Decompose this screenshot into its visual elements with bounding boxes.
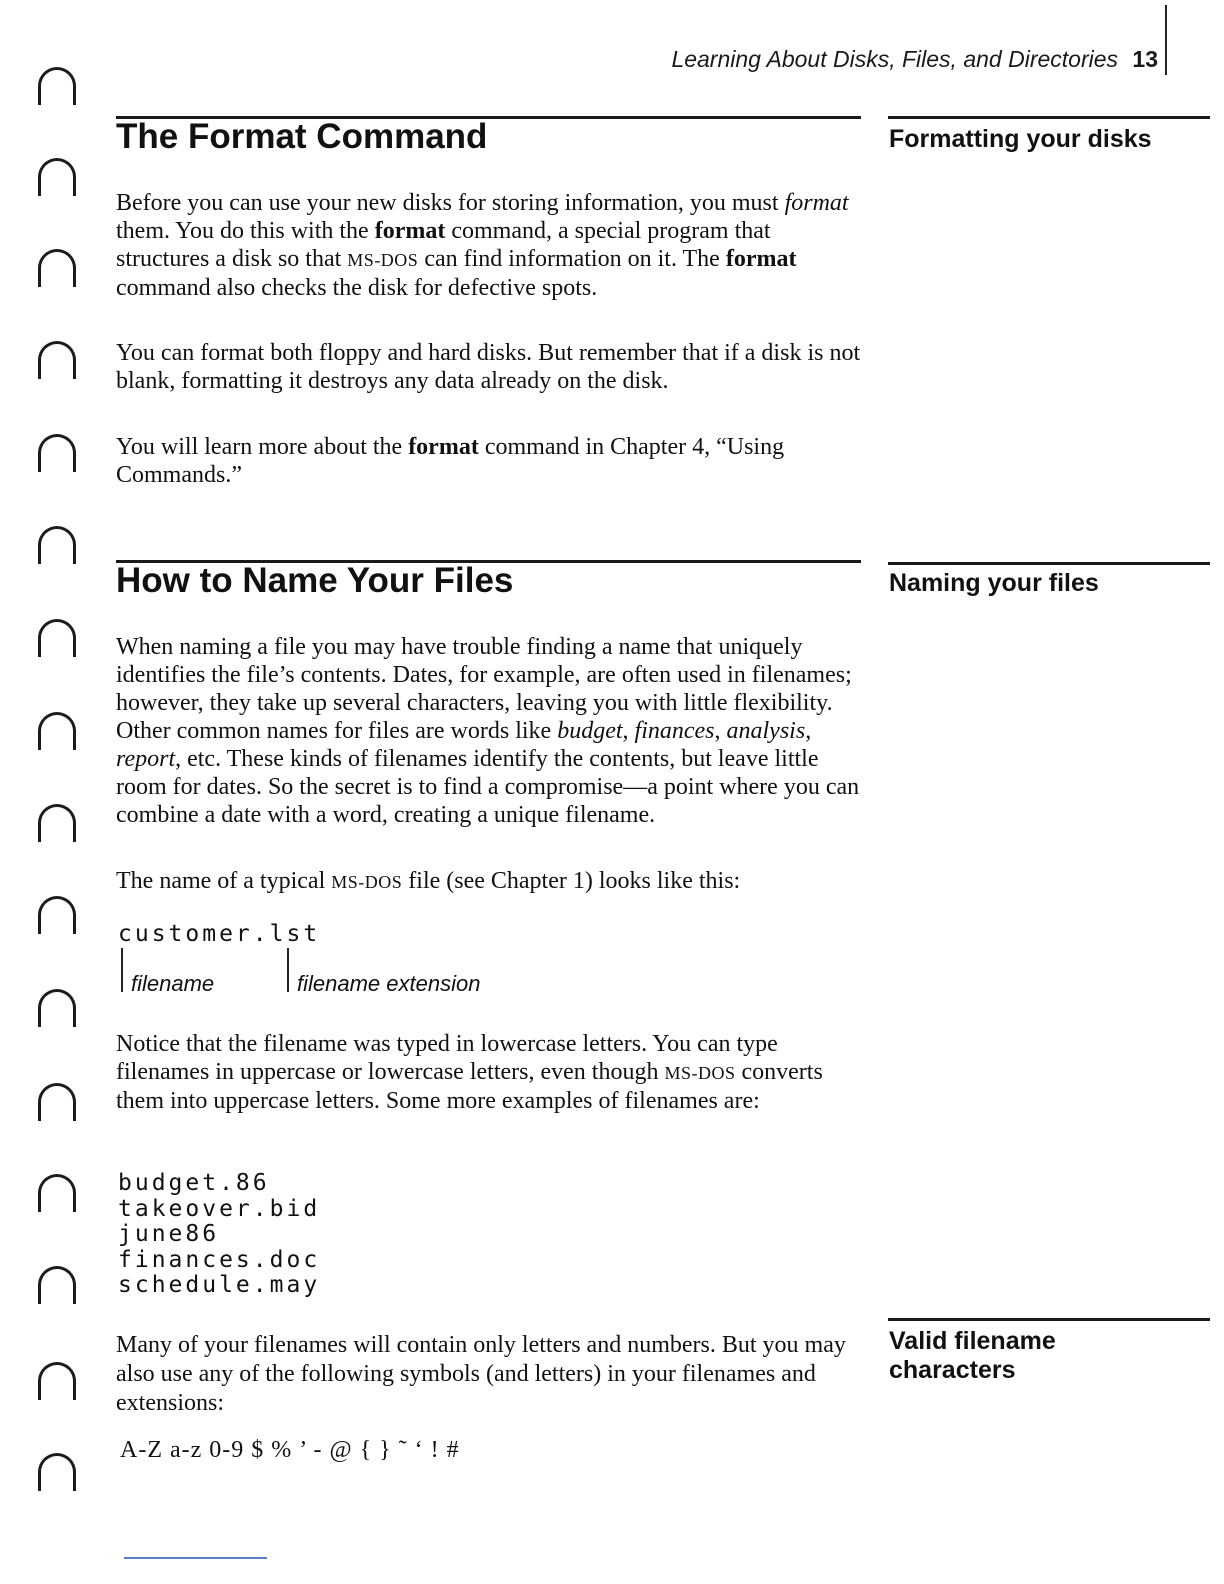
format-paragraph-1: Before you can use your new disks for storing information, you must format them. You do this with the format command, a special program that structures a disk so that MS-DOS can find information on it. The format command also checks the disk for defective spots.	[116, 190, 849, 301]
margin-rule	[888, 1318, 1210, 1321]
binder-hole-icon	[38, 619, 76, 657]
extension-pointer	[287, 948, 289, 992]
running-header	[671, 46, 1158, 73]
binder-hole-icon	[38, 1174, 76, 1212]
binder-hole-icon	[38, 67, 76, 105]
binder-hole-icon	[38, 989, 76, 1027]
names-paragraph-2: The name of a typical MS-DOS file (see Chapter 1) looks like this:	[116, 868, 741, 894]
extension-label: filename extension	[297, 971, 481, 996]
list-item: june86	[118, 1221, 220, 1247]
binder-hole-icon	[38, 712, 76, 750]
section-title-format: The Format Command	[116, 117, 488, 156]
list-item: budget.86	[118, 1170, 270, 1196]
filename-examples	[118, 1171, 320, 1299]
list-item: finances.doc	[118, 1246, 321, 1273]
format-paragraph-3: You will learn more about the format command in Chapter 4, “Using Commands.”	[116, 434, 785, 488]
section-title-names: How to Name Your Files	[116, 561, 514, 600]
binder-hole-icon	[38, 1266, 76, 1304]
binder-hole-icon	[38, 1453, 76, 1491]
margin-note-naming: Naming your files	[889, 569, 1099, 597]
names-paragraph-1: When naming a file you may have trouble finding a name that uniquely identifies the file’s contents. Dates, for example, are often used in filenames; however, they take up several characters, leaving you with little flexibility. Other common names for files are words like budget, finances, analysis, report, etc. These kinds of filenames identify the contents, but leave little room for dates. So the secret is to find a compromise—a point where you can combine a date with a word, creating a unique filename.	[116, 634, 860, 828]
footer-line	[124, 1557, 267, 1559]
list-item: schedule.may	[118, 1272, 321, 1298]
binder-hole-icon	[38, 158, 76, 196]
page-number: 13	[1132, 46, 1158, 72]
binder-hole-icon	[38, 804, 76, 842]
binder-hole-icon	[38, 1083, 76, 1121]
example-filename: customer.lst	[118, 921, 321, 947]
format-paragraph-2: You can format both floppy and hard disks. But remember that if a disk is not blank, formatting it destroys any data already on the disk.	[116, 340, 861, 394]
list-item: takeover.bid	[118, 1195, 321, 1222]
binder-hole-icon	[38, 1362, 76, 1400]
filename-pointer	[121, 948, 123, 992]
binder-hole-icon	[38, 896, 76, 934]
binder-hole-icon	[38, 526, 76, 564]
binder-hole-icon	[38, 249, 76, 287]
valid-paragraph: Many of your filenames will contain only letters and numbers. But you may also use any of the following symbols (and letters) in your filenames and extensions:	[116, 1332, 846, 1416]
margin-note-formatting: Formatting your disks	[889, 125, 1152, 153]
binder-hole-icon	[38, 434, 76, 472]
margin-rule	[888, 116, 1210, 119]
header-divider	[1165, 5, 1167, 75]
valid-symbols: A-Z a-z 0-9 $ % ’ - @ { } ˜ ‘ ! #	[120, 1437, 460, 1463]
names-paragraph-3: Notice that the filename was typed in lowercase letters. You can type filenames in uppercase or lowercase letters, even though MS-DOS converts them into uppercase letters. Some more examples of filenames are:	[116, 1031, 823, 1114]
margin-note-valid: Valid filename characters	[889, 1327, 1056, 1384]
filename-label: filename	[131, 971, 215, 996]
binder-hole-icon	[38, 341, 76, 379]
margin-rule	[888, 562, 1210, 565]
running-title: Learning About Disks, Files, and Directories	[671, 46, 1119, 72]
